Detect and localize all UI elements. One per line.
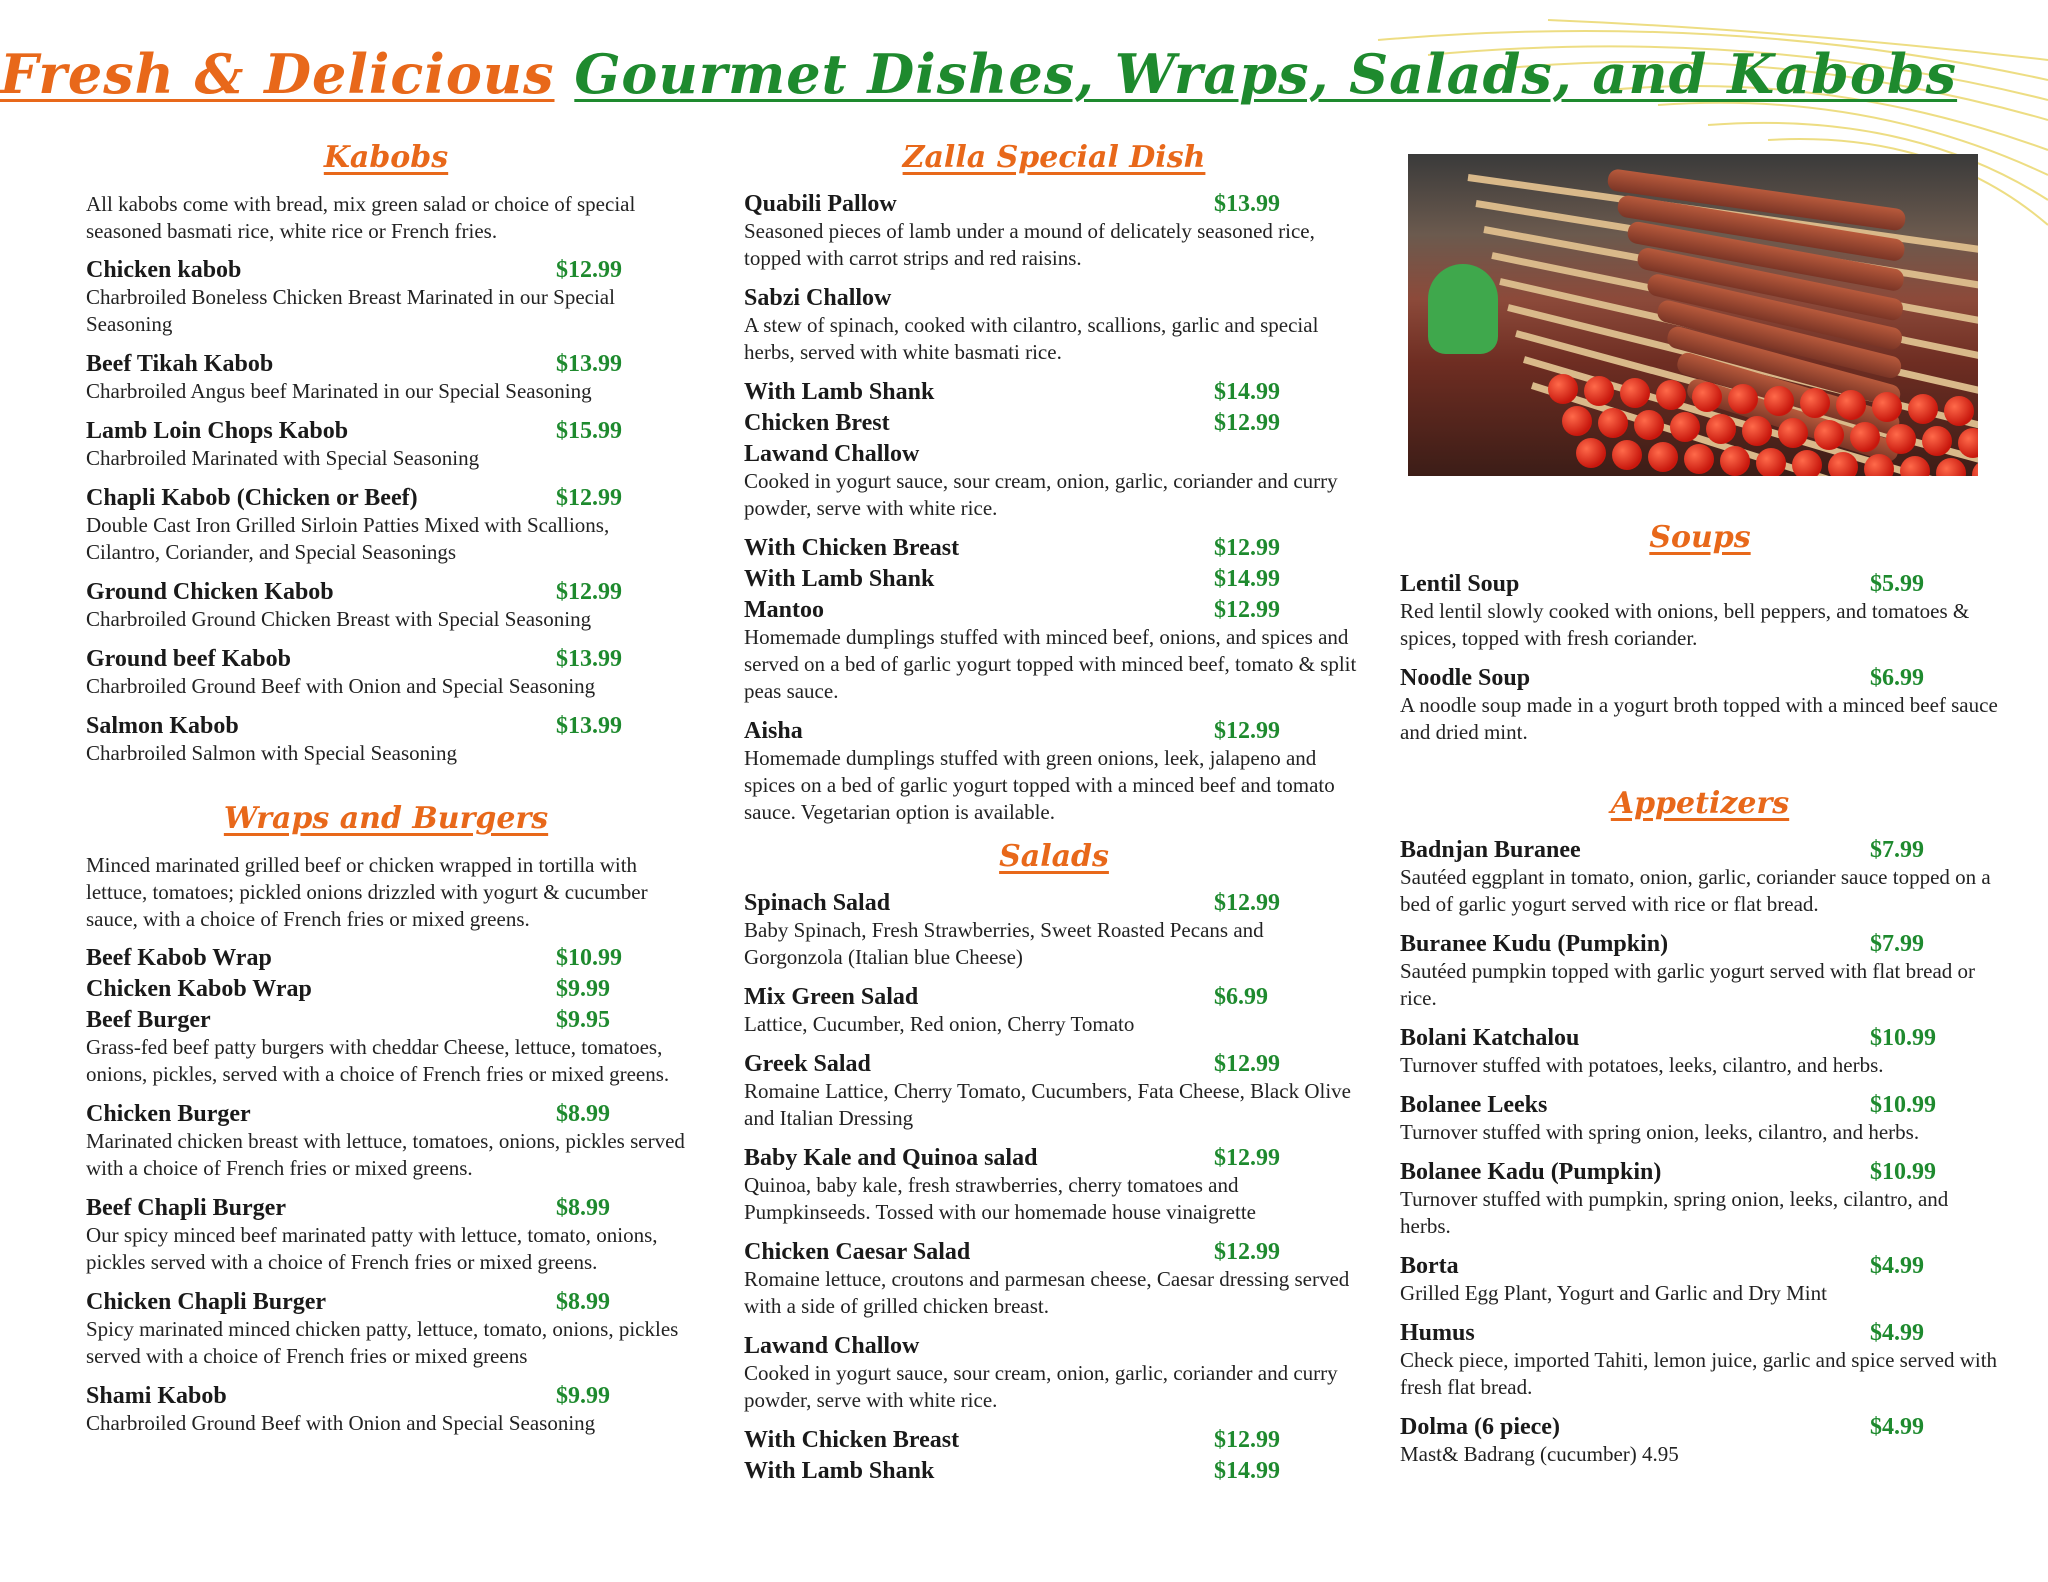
menu-item-name: Sabzi Challow <box>744 285 892 311</box>
menu-item-row <box>744 285 1364 312</box>
menu-item-price: $9.95 <box>556 1007 610 1033</box>
menu-item-price: $10.99 <box>1870 1092 1936 1118</box>
menu-item-description: Homemade dumplings stuffed with green onions, leek, jalapeno and spices on a bed of garlic yogurt topped with a minced beef and tomato sauce. Vegetarian option is available. <box>744 746 1335 824</box>
menu-item-description: Charbroiled Marinated with Special Seasoning <box>86 446 480 470</box>
section-heading-special: Zalla Special Dish <box>902 140 1206 175</box>
menu-item-price: $6.99 <box>1870 665 1924 691</box>
menu-item-name: Beef Kabob Wrap <box>86 945 272 971</box>
menu-item-row <box>86 351 686 378</box>
menu-item <box>86 713 686 767</box>
menu-item-row <box>86 579 686 606</box>
menu-item-description: Spicy marinated minced chicken patty, lettuce, tomato, onions, pickles served with a choice of French fries or mixed greens <box>86 1317 679 1368</box>
menu-item <box>744 597 1364 705</box>
tomato-shape <box>1620 378 1650 408</box>
menu-item <box>1400 1025 2000 1079</box>
menu-item-price: $12.99 <box>1214 1427 1280 1453</box>
menu-item-name: Badnjan Buranee <box>1400 837 1581 863</box>
menu-item-name: Chicken Brest <box>744 410 890 436</box>
menu-item <box>86 1289 686 1370</box>
menu-item-row <box>1400 931 2000 958</box>
menu-item-price: $12.99 <box>1214 1051 1280 1077</box>
menu-item-row <box>86 1101 686 1128</box>
menu-item-row <box>86 945 686 972</box>
tomato-shape <box>1864 454 1894 476</box>
tomato-shape <box>1922 426 1952 456</box>
menu-item-name: Bolanee Kadu (Pumpkin) <box>1400 1159 1662 1185</box>
menu-item-row <box>86 485 686 512</box>
menu-item-price: $7.99 <box>1870 931 1924 957</box>
menu-item <box>86 579 686 633</box>
menu-item-name: Ground Chicken Kabob <box>86 579 334 605</box>
menu-item-name: Mix Green Salad <box>744 984 919 1010</box>
menu-item-row <box>744 191 1364 218</box>
menu-item-name: Mantoo <box>744 597 824 623</box>
title-part2: Gourmet Dishes, Wraps, Salads, and Kabobs <box>574 42 1958 106</box>
menu-item-description: Check piece, imported Tahiti, lemon juice, garlic and spice served with fresh flat bread. <box>1400 1348 1998 1399</box>
tomato-shape <box>1778 418 1808 448</box>
section-heading-salads: Salads <box>999 839 1109 874</box>
tomato-shape <box>1584 376 1614 406</box>
menu-item-price: $12.99 <box>1214 718 1280 744</box>
menu-item-name: Lawand Challow <box>744 1333 920 1359</box>
menu-item <box>744 535 1364 562</box>
menu-item <box>86 1383 686 1437</box>
menu-item-name: Borta <box>1400 1253 1459 1279</box>
tomato-shape <box>1684 444 1714 474</box>
title-part1: Fresh & Delicious <box>0 42 555 106</box>
tomato-shape <box>1548 374 1578 404</box>
menu-item-description: Double Cast Iron Grilled Sirloin Patties Mixed with Scallions, Cilantro, Coriander, and Special Seasonings <box>86 513 610 564</box>
menu-item <box>86 485 686 566</box>
menu-item <box>744 410 1364 437</box>
menu-item-description: Mast& Badrang (cucumber) 4.95 <box>1400 1442 1679 1466</box>
menu-item <box>744 285 1364 366</box>
menu-item-row <box>744 379 1364 406</box>
menu-item-description: Charbroiled Salmon with Special Seasoning <box>86 741 457 765</box>
menu-item-description: Turnover stuffed with spring onion, leeks, cilantro, and herbs. <box>1400 1120 1920 1144</box>
menu-item-name: Lawand Challow <box>744 441 920 467</box>
tomato-shape <box>1656 380 1686 410</box>
menu-item <box>744 984 1364 1038</box>
menu-item-name: Spinach Salad <box>744 890 891 916</box>
menu-item-name: Noodle Soup <box>1400 665 1531 691</box>
tomato-shape <box>1850 422 1880 452</box>
kabobs-list <box>86 257 686 767</box>
salads-list <box>744 890 1364 1485</box>
menu-item <box>86 351 686 405</box>
menu-item <box>1400 665 2000 746</box>
menu-item-price: $13.99 <box>556 646 622 672</box>
menu-item-price: $12.99 <box>1214 535 1280 561</box>
menu-item-description: Red lentil slowly cooked with onions, bell peppers, and tomatoes & spices, topped with fresh coriander. <box>1400 599 1970 650</box>
menu-item-price: $5.99 <box>1870 571 1924 597</box>
menu-item-row <box>1400 1253 2000 1280</box>
menu-item-row <box>1400 571 2000 598</box>
menu-item-description: Charbroiled Ground Beef with Onion and Special Seasoning <box>86 674 596 698</box>
wraps-list <box>86 945 686 1437</box>
menu-item <box>744 1051 1364 1132</box>
menu-item-name: Chicken Kabob Wrap <box>86 976 312 1002</box>
menu-item-description: Quinoa, baby kale, fresh strawberries, cherry tomatoes and Pumpkinseeds. Tossed with our homemade house vinaigrette <box>744 1173 1256 1224</box>
menu-item <box>1400 931 2000 1012</box>
tomato-shape <box>1972 460 1978 476</box>
tomato-shape <box>1562 406 1592 436</box>
menu-item-name: Ground beef Kabob <box>86 646 291 672</box>
section-heading-soups: Soups <box>1649 520 1751 555</box>
section-heading-kabobs: Kabobs <box>323 140 449 175</box>
column-middle <box>744 140 1364 1489</box>
menu-item-row <box>744 441 1364 468</box>
tomato-shape <box>1742 416 1772 446</box>
menu-item-row <box>744 1458 1364 1485</box>
menu-item-row <box>1400 665 2000 692</box>
soups-list <box>1400 571 2000 746</box>
menu-item-description: Charbroiled Ground Beef with Onion and Special Seasoning <box>86 1411 596 1435</box>
menu-item-price: $14.99 <box>1214 379 1280 405</box>
tomato-shape <box>1836 390 1866 420</box>
menu-item-row <box>744 984 1364 1011</box>
menu-item-price: $12.99 <box>556 257 622 283</box>
menu-item-row <box>1400 1092 2000 1119</box>
tomato-shape <box>1886 424 1916 454</box>
menu-item <box>744 1333 1364 1414</box>
menu-item-description: A stew of spinach, cooked with cilantro, scallions, garlic and special herbs, served with white basmati rice. <box>744 313 1319 364</box>
menu-item <box>744 566 1364 593</box>
menu-item-row <box>86 257 686 284</box>
kabob-grill-photo <box>1408 154 1978 476</box>
menu-item-description: Cooked in yogurt sauce, sour cream, onion, garlic, coriander and curry powder, serve with white rice. <box>744 469 1338 520</box>
menu-item-name: Chicken Chapli Burger <box>86 1289 327 1315</box>
menu-item <box>86 646 686 700</box>
menu-item-name: With Lamb Shank <box>744 1458 935 1484</box>
menu-item-name: Salmon Kabob <box>86 713 239 739</box>
menu-item <box>744 1427 1364 1454</box>
menu-item-row <box>86 418 686 445</box>
menu-item-row <box>744 410 1364 437</box>
menu-item-name: With Chicken Breast <box>744 535 960 561</box>
appetizers-list <box>1400 837 2000 1468</box>
menu-item-row <box>744 566 1364 593</box>
menu-item <box>1400 837 2000 918</box>
menu-item-row <box>1400 1320 2000 1347</box>
menu-item-price: $6.99 <box>1214 984 1268 1010</box>
tomato-shape <box>1756 448 1786 476</box>
menu-item-name: Greek Salad <box>744 1051 871 1077</box>
menu-item-name: Dolma (6 piece) <box>1400 1414 1560 1440</box>
menu-item <box>1400 1092 2000 1146</box>
menu-item-name: With Lamb Shank <box>744 566 935 592</box>
menu-item-price: $13.99 <box>556 351 622 377</box>
menu-item-row <box>1400 1159 2000 1186</box>
menu-item <box>86 257 686 338</box>
tomato-shape <box>1576 438 1606 468</box>
menu-item-price: $12.99 <box>1214 890 1280 916</box>
section-heading-appetizers: Appetizers <box>1610 786 1790 821</box>
menu-item <box>744 1239 1364 1320</box>
menu-item-name: Chapli Kabob (Chicken or Beef) <box>86 485 418 511</box>
menu-item-name: Aisha <box>744 718 803 744</box>
kabobs-intro: All kabobs come with bread, mix green salad or choice of special seasoned basmati rice, white rice or French fries. <box>86 192 636 243</box>
menu-item-description: Marinated chicken breast with lettuce, tomatoes, onions, pickles served with a choice of French fries or mixed greens. <box>86 1129 685 1180</box>
menu-item-price: $13.99 <box>1214 191 1280 217</box>
tomato-shape <box>1814 420 1844 450</box>
section-heading-wraps: Wraps and Burgers <box>223 801 549 836</box>
tomato-shape <box>1872 392 1902 422</box>
menu-item-row <box>744 1051 1364 1078</box>
menu-item-row <box>1400 837 2000 864</box>
tomato-shape <box>1634 410 1664 440</box>
menu-item-price: $14.99 <box>1214 1458 1280 1484</box>
menu-item-price: $4.99 <box>1870 1320 1924 1346</box>
menu-item <box>86 1101 686 1182</box>
tomato-shape <box>1612 440 1642 470</box>
menu-item-price: $12.99 <box>556 579 622 605</box>
menu-item-name: Beef Tikah Kabob <box>86 351 274 377</box>
menu-item-price: $10.99 <box>1870 1025 1936 1051</box>
menu-item-row <box>86 1383 686 1410</box>
menu-item-row <box>744 597 1364 624</box>
tomato-shape <box>1670 412 1700 442</box>
menu-item <box>1400 571 2000 652</box>
menu-item-price: $15.99 <box>556 418 622 444</box>
menu-item-description: Sautéed pumpkin topped with garlic yogurt served with flat bread or rice. <box>1400 959 1976 1010</box>
tomato-shape <box>1792 450 1822 476</box>
menu-item-name: Chicken kabob <box>86 257 242 283</box>
menu-item-name: Lamb Loin Chops Kabob <box>86 418 349 444</box>
menu-item-row <box>86 976 686 1003</box>
tomato-shape <box>1900 456 1930 476</box>
menu-item-price: $9.99 <box>556 976 610 1002</box>
menu-item-price: $8.99 <box>556 1101 610 1127</box>
menu-item-row <box>86 1007 686 1034</box>
menu-item-description: Grass-fed beef patty burgers with cheddar Cheese, lettuce, tomatoes, onions, pickles, served with a choice of French fries or mixed greens. <box>86 1035 670 1086</box>
menu-item-description: Turnover stuffed with potatoes, leeks, cilantro, and herbs. <box>1400 1053 1884 1077</box>
menu-item-description: Romaine Lattice, Cherry Tomato, Cucumbers, Fata Cheese, Black Olive and Italian Dressing <box>744 1079 1351 1130</box>
menu-item-name: Beef Chapli Burger <box>86 1195 286 1221</box>
wraps-intro: Minced marinated grilled beef or chicken wrapped in tortilla with lettuce, tomatoes; pickled onions drizzled with yogurt & cucumber sauce, with a choice of French fries or mixed greens. <box>86 853 648 931</box>
menu-item-price: $10.99 <box>556 945 622 971</box>
menu-item <box>86 418 686 472</box>
glove-shape <box>1428 264 1498 354</box>
menu-item-price: $8.99 <box>556 1289 610 1315</box>
menu-item-description: Homemade dumplings stuffed with minced beef, onions, and spices and served on a bed of garlic yogurt topped with minced beef, tomato & split peas sauce. <box>744 625 1357 703</box>
menu-item-row <box>744 1145 1364 1172</box>
menu-item-name: With Lamb Shank <box>744 379 935 405</box>
menu-item <box>744 1458 1364 1485</box>
menu-item-price: $12.99 <box>1214 410 1280 436</box>
menu-item-price: $10.99 <box>1870 1159 1936 1185</box>
tomato-shape <box>1692 382 1722 412</box>
menu-item-row <box>744 718 1364 745</box>
menu-item <box>86 945 686 972</box>
menu-item <box>744 718 1364 826</box>
menu-item-row <box>86 646 686 673</box>
menu-item <box>744 890 1364 971</box>
menu-item-name: With Chicken Breast <box>744 1427 960 1453</box>
menu-item-row <box>86 713 686 740</box>
menu-item-row <box>1400 1025 2000 1052</box>
menu-item-row <box>86 1195 686 1222</box>
menu-item-price: $12.99 <box>556 485 622 511</box>
menu-item-description: Turnover stuffed with pumpkin, spring onion, leeks, cilantro, and herbs. <box>1400 1187 1949 1238</box>
tomato-shape <box>1800 388 1830 418</box>
menu-item-description: Sautéed eggplant in tomato, onion, garlic, coriander sauce topped on a bed of garlic yogurt served with rice or flat bread. <box>1400 865 1991 916</box>
menu-item-description: Charbroiled Boneless Chicken Breast Marinated in our Special Seasoning <box>86 285 615 336</box>
column-right <box>1400 140 2000 1481</box>
menu-item-description: Charbroiled Ground Chicken Breast with Special Seasoning <box>86 607 592 631</box>
menu-item-price: $7.99 <box>1870 837 1924 863</box>
menu-item-price: $13.99 <box>556 713 622 739</box>
tomato-shape <box>1728 384 1758 414</box>
menu-item-row <box>744 1333 1364 1360</box>
menu-item-name: Buranee Kudu (Pumpkin) <box>1400 931 1669 957</box>
menu-item <box>744 441 1364 522</box>
menu-item-name: Lentil Soup <box>1400 571 1520 597</box>
tomato-shape <box>1764 386 1794 416</box>
menu-item <box>1400 1320 2000 1401</box>
menu-item <box>86 1007 686 1088</box>
menu-item-price: $12.99 <box>1214 597 1280 623</box>
menu-item-name: Chicken Caesar Salad <box>744 1239 971 1265</box>
menu-item-description: Cooked in yogurt sauce, sour cream, onion, garlic, coriander and curry powder, serve with white rice. <box>744 1361 1338 1412</box>
column-left <box>86 140 686 1450</box>
menu-item-description: A noodle soup made in a yogurt broth topped with a minced beef sauce and dried mint. <box>1400 693 1998 744</box>
tomato-shape <box>1936 458 1966 476</box>
menu-item-description: Grilled Egg Plant, Yogurt and Garlic and Dry Mint <box>1400 1281 1827 1305</box>
menu-item <box>1400 1414 2000 1468</box>
menu-item-price: $8.99 <box>556 1195 610 1221</box>
menu-item-row <box>86 1289 686 1316</box>
menu-item-description: Seasoned pieces of lamb under a mound of delicately seasoned rice, topped with carrot strips and red raisins. <box>744 219 1315 270</box>
tomato-shape <box>1648 442 1678 472</box>
menu-item <box>744 191 1364 272</box>
menu-item-price: $4.99 <box>1870 1253 1924 1279</box>
tomato-shape <box>1828 452 1858 476</box>
menu-item-description: Baby Spinach, Fresh Strawberries, Sweet Roasted Pecans and Gorgonzola (Italian blue Cheese) <box>744 918 1264 969</box>
page-title <box>0 42 1958 106</box>
menu-item-row <box>744 890 1364 917</box>
menu-item-row <box>744 535 1364 562</box>
tomato-shape <box>1706 414 1736 444</box>
menu-item <box>744 1145 1364 1226</box>
tomato-shape <box>1944 396 1974 426</box>
menu-item-row <box>744 1427 1364 1454</box>
menu-item-name: Baby Kale and Quinoa salad <box>744 1145 1038 1171</box>
menu-item-price: $12.99 <box>1214 1145 1280 1171</box>
menu-item-name: Chicken Burger <box>86 1101 251 1127</box>
menu-item-row <box>744 1239 1364 1266</box>
tomato-shape <box>1598 408 1628 438</box>
menu-item-name: Shami Kabob <box>86 1383 227 1409</box>
menu-item-name: Quabili Pallow <box>744 191 897 217</box>
menu-item <box>86 976 686 1003</box>
menu-item-description: Charbroiled Angus beef Marinated in our Special Seasoning <box>86 379 592 403</box>
menu-item-name: Bolanee Leeks <box>1400 1092 1548 1118</box>
tomato-shape <box>1720 446 1750 476</box>
menu-item-price: $4.99 <box>1870 1414 1924 1440</box>
menu-item-price: $14.99 <box>1214 566 1280 592</box>
special-list <box>744 191 1364 826</box>
menu-item-name: Bolani Katchalou <box>1400 1025 1580 1051</box>
menu-item-name: Beef Burger <box>86 1007 211 1033</box>
menu-item-price: $12.99 <box>1214 1239 1280 1265</box>
tomato-shape <box>1908 394 1938 424</box>
menu-item <box>86 1195 686 1276</box>
menu-item <box>744 379 1364 406</box>
menu-item-name: Humus <box>1400 1320 1475 1346</box>
menu-item-row <box>1400 1414 2000 1441</box>
menu-item-description: Romaine lettuce, croutons and parmesan cheese, Caesar dressing served with a side of grilled chicken breast. <box>744 1267 1350 1318</box>
menu-item-description: Our spicy minced beef marinated patty with lettuce, tomato, onions, pickles served with a choice of French fries or mixed greens. <box>86 1223 658 1274</box>
menu-item <box>1400 1159 2000 1240</box>
menu-item-price: $9.99 <box>556 1383 610 1409</box>
menu-item-description: Lattice, Cucumber, Red onion, Cherry Tomato <box>744 1012 1135 1036</box>
menu-item <box>1400 1253 2000 1307</box>
